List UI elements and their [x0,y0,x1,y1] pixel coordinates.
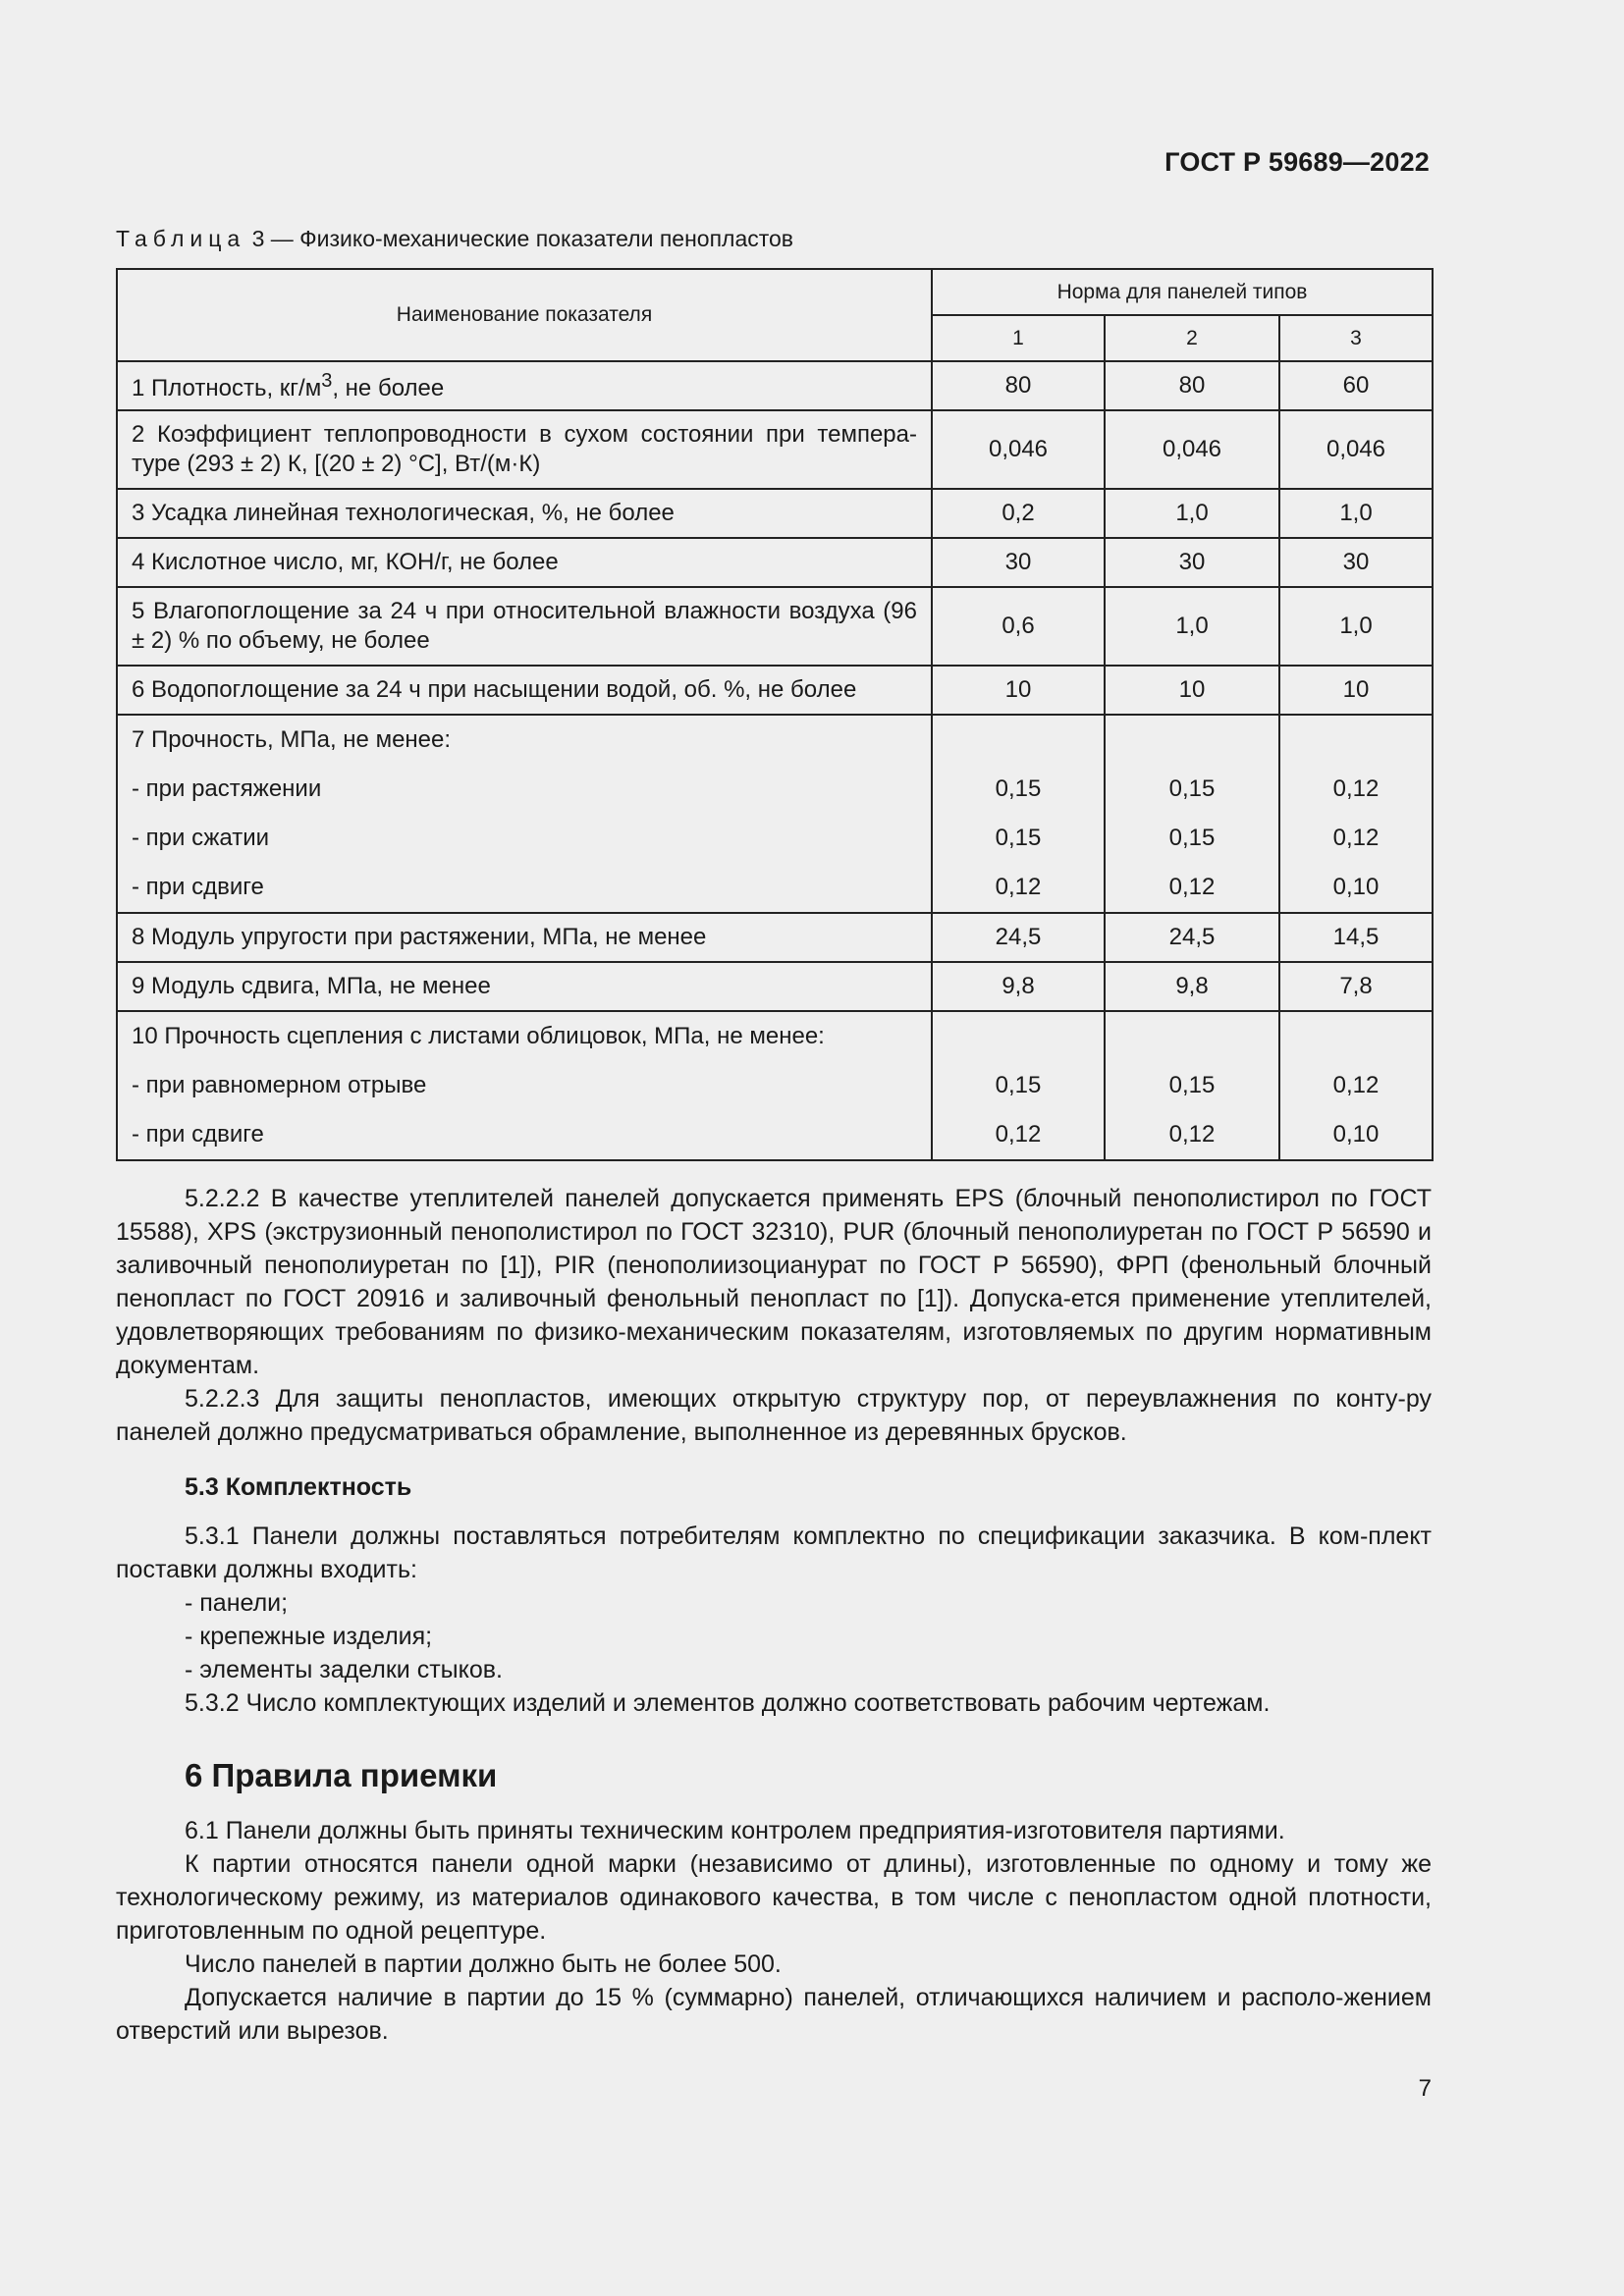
row-name: 4 Кислотное число, мг, КОН/г, не более [117,538,932,587]
list-item: - элементы заделки стыков. [185,1656,503,1683]
list-item: - крепежные изделия; [185,1623,433,1650]
row-value: 0,6 [932,587,1105,666]
row-value: 24,5 [1105,913,1279,962]
body-text [116,1182,1432,2048]
row-value: 30 [932,538,1105,587]
row-value: 0,046 [932,410,1105,489]
group-values-type-3 [1279,715,1433,913]
row-value: 80 [932,361,1105,410]
row-value: 10 [1279,666,1433,715]
row-value: 9,8 [932,962,1105,1011]
paragraph-5-2-2-2: 5.2.2.2 В качестве утеплителей панелей допускается применять EPS (блочный пенополистирол по ГОСТ 15588), XPS (экструзионный пенополистирол по ГОСТ 32310), PUR (блочный пенополиуретан по ГОСТ Р 56590 и заливочный пенополиуретан по [1]), PIR (пенополиизоцианурат по ГОСТ Р 56590), ФРП (фенольный блочный пенопласт по ГОСТ 20916 и заливочный фенольный пенопласт по [1]). Допуска-ется применение утеплителей, удовлетворяющих требованиям по физико-механическим показателям, изготовляемых по другим нормативным документам. [116,1185,1432,1379]
row-name: 9 Модуль сдвига, МПа, не менее [117,962,932,1011]
group-title: 10 Прочность сцепления с листами облицовок, МПа, не менее: [132,1023,825,1049]
paragraph-6-1: 6.1 Панели должны быть приняты техническим контролем предприятия-изготовителя партиями. [185,1817,1285,1844]
table-row [117,538,1433,587]
paragraph-5-3-1: 5.3.1 Панели должны поставляться потребителям комплектно по спецификации заказчика. В ком-плект поставки должны входить: [116,1522,1432,1583]
table-row [117,587,1433,666]
paragraph-6-1-batch: К партии относятся панели одной марки (независимо от длины), изготовленные по одному и тому же технологическому режиму, из материалов одинакового качества, в том числе с пенопластом одной плотности, приготовленным по одной рецептуре. [116,1850,1432,1945]
group-title: 7 Прочность, МПа, не менее: [132,726,452,753]
row-value: 9,8 [1105,962,1279,1011]
group-values-type-3 [1279,1011,1433,1160]
table-row [117,361,1433,410]
paragraph-5-2-2-3: 5.2.2.3 Для защиты пенопластов, имеющих открытую структуру пор, от переувлажнения по конту-ру панелей должно предусматриваться обрамление, выполненное из деревянных брусков. [116,1385,1432,1446]
section-heading-6: 6 Правила приемки [185,1757,498,1793]
table-row-group-adhesion [117,1011,1433,1160]
row-value: 0,10 [1332,1121,1380,1148]
row-value: 0,15 [995,825,1042,851]
paragraph-6-1-allowance: Допускается наличие в партии до 15 % (суммарно) панелей, отличающихся наличием и располо-жением отверстий или вырезов. [116,1984,1432,2045]
row-value: 60 [1279,361,1433,410]
row-value: 30 [1105,538,1279,587]
row-value: 0,15 [1168,1072,1216,1098]
row-value: 1,0 [1279,489,1433,538]
group-values-type-2 [1105,715,1279,913]
paragraph-5-3-2: 5.3.2 Число комплектующих изделий и элементов должно соответствовать рабочим чертежам. [185,1689,1271,1717]
row-value: 0,15 [1168,775,1216,802]
row-value: 0,12 [1168,1121,1216,1148]
row-name: 5 Влагопоглощение за 24 ч при относительной влажности воздуха (96 ± 2) % по объему, не более [117,587,932,666]
row-value: 7,8 [1279,962,1433,1011]
properties-table [116,268,1434,1161]
row-value: 0,046 [1105,410,1279,489]
table-caption-title: 3 — Физико-механические показатели пенопластов [245,226,794,251]
table-caption [116,226,793,252]
row-value: 0,15 [995,1072,1042,1098]
header-type-3: 3 [1279,315,1433,361]
row-name-superscript: 3 [321,369,333,392]
table-row [117,962,1433,1011]
row-value: 14,5 [1279,913,1433,962]
group-values-type-1 [932,715,1105,913]
row-name-tail: , не более [332,374,445,401]
row-name: 3 Усадка линейная технологическая, %, не более [117,489,932,538]
row-value: 0,12 [1168,874,1216,900]
row-value: 0,15 [995,775,1042,802]
section-heading-5-3: 5.3 Комплектность [185,1473,412,1501]
row-name: 2 Коэффициент теплопроводности в сухом состоянии при темпера-туре (293 ± 2) К, [(20 ± 2) °С], Вт/(м·К) [117,410,932,489]
row-value: 1,0 [1105,489,1279,538]
group-values-type-1 [932,1011,1105,1160]
row-value: 0,2 [932,489,1105,538]
row-value: 0,12 [995,1121,1042,1148]
header-type-1: 1 [932,315,1105,361]
table-row [117,410,1433,489]
row-value: 0,12 [995,874,1042,900]
row-value: 0,15 [1168,825,1216,851]
row-name: 6 Водопоглощение за 24 ч при насыщении водой, об. %, не более [117,666,932,715]
row-value: 30 [1279,538,1433,587]
group-names [117,1011,932,1160]
row-value: 10 [1105,666,1279,715]
row-value: 1,0 [1105,587,1279,666]
table-row [117,666,1433,715]
table-header-row [117,269,1433,315]
row-value: 1,0 [1279,587,1433,666]
header-indicator-name: Наименование показателя [117,269,932,361]
row-value: 10 [932,666,1105,715]
table-row [117,913,1433,962]
row-name-text: 1 Плотность, кг/м [132,374,322,401]
row-value: 0,046 [1279,410,1433,489]
page-number: 7 [1418,2075,1432,2102]
row-value: 0,12 [1332,775,1380,802]
row-value: 80 [1105,361,1279,410]
row-value: 24,5 [932,913,1105,962]
row-value: 0,12 [1332,825,1380,851]
document-id: ГОСТ Р 59689—2022 [1164,147,1430,177]
paragraph-6-1-count: Число панелей в партии должно быть не более 500. [185,1950,782,1978]
header-type-2: 2 [1105,315,1279,361]
list-item: - панели; [185,1589,289,1617]
group-values-type-2 [1105,1011,1279,1160]
group-item-name: - при растяжении [132,775,322,802]
table-caption-prefix: Таблица [116,226,246,251]
group-item-name: - при равномерном отрыве [132,1072,427,1098]
group-item-name: - при сдвиге [132,1121,264,1148]
row-value: 0,10 [1332,874,1380,900]
group-names [117,715,932,913]
row-value: 0,12 [1332,1072,1380,1098]
table-row [117,489,1433,538]
row-name: 8 Модуль упругости при растяжении, МПа, не менее [117,913,932,962]
header-norm: Норма для панелей типов [932,269,1433,315]
group-item-name: - при сжатии [132,825,270,851]
row-name [117,361,932,410]
group-item-name: - при сдвиге [132,874,264,900]
table-row-group-strength [117,715,1433,913]
